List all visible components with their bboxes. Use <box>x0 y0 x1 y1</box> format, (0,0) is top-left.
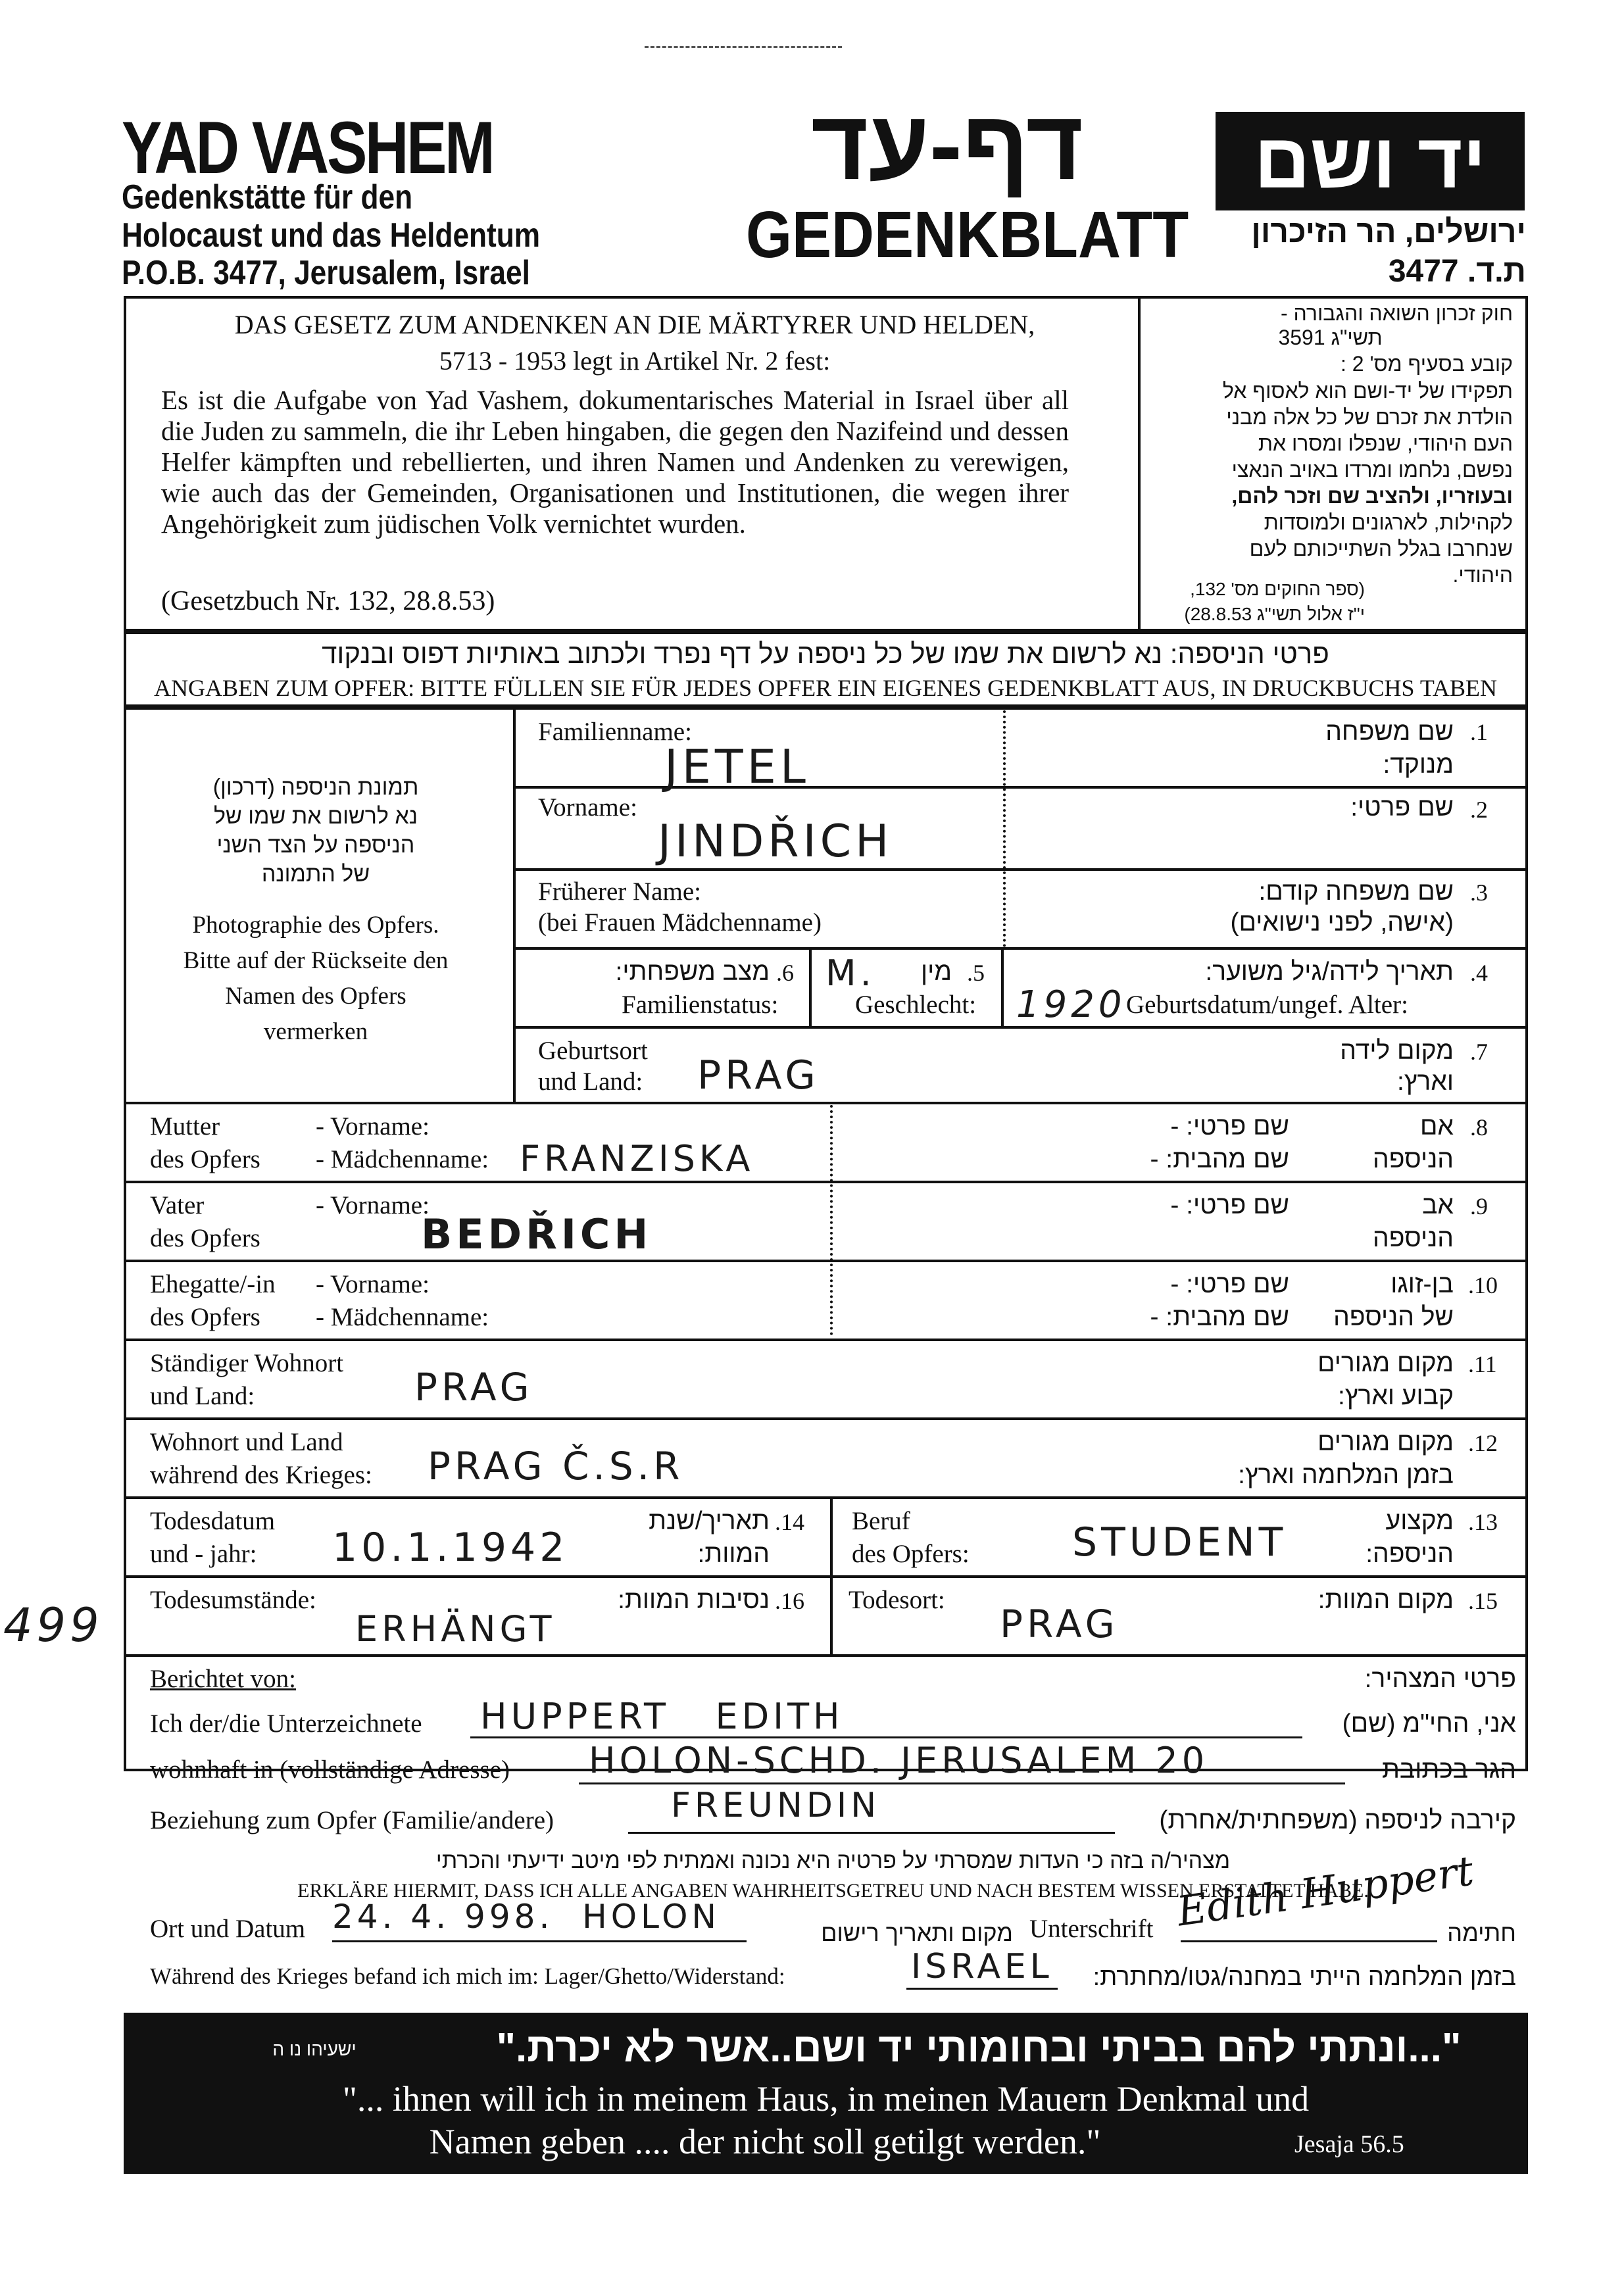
wohnort-value[interactable]: PRAG <box>414 1365 533 1410</box>
f9-hebrew-2: הניספה <box>1373 1224 1454 1252</box>
law-citation: (Gesetzbuch Nr. 132, 28.8.53) <box>161 586 495 616</box>
berichtet-von-hebrew: פרטי המצהיר: <box>1364 1665 1516 1693</box>
f11-hebrew: מקום מגורים <box>1317 1349 1454 1377</box>
margin-note: 499 <box>3 1598 103 1652</box>
vorname-value[interactable]: JINDŘICH <box>658 816 893 868</box>
row-divider <box>124 1181 1528 1183</box>
law-hebrew-line: חוק זכרון השואה והגבורה - <box>1280 301 1513 325</box>
f8-hebrew-2: הניספה <box>1373 1145 1454 1173</box>
law-divider <box>1138 296 1141 631</box>
mutter-label: Mutter <box>150 1112 220 1141</box>
row-divider <box>513 947 1528 950</box>
law-hebrew-line: הולדת את זכרם של כל אלה מבני <box>1226 405 1513 429</box>
f10-hebrew-mid-2: שם מהבית: - <box>1150 1303 1289 1331</box>
f2-number: .2 <box>1470 797 1488 823</box>
geburtsdatum-label: Geburtsdatum/ungef. Alter: <box>1126 991 1408 1019</box>
geburtsort-label: Geburtsort <box>538 1037 648 1065</box>
org-line-1: Gedenkstätte für den <box>122 178 413 216</box>
wohnort-krieg-label: Wohnort und Land <box>150 1428 343 1456</box>
signature-line <box>1181 1940 1437 1942</box>
law-hebrew-line: לקהילות, לארגונים ולמוסדות <box>1264 510 1513 534</box>
row-divider <box>124 1654 1528 1657</box>
instructions-hebrew: פרטי הניספה: נא לרשום את שמו של כל ניספה על דף נפרד ולכתוב באותיות דפוס ובנקוד <box>322 638 1329 669</box>
f3-hebrew-2: (אישה, לפני נישואים) <box>1230 908 1454 937</box>
f8-hebrew: אם <box>1420 1112 1454 1141</box>
org-line-3: P.O.B. 3477, Jerusalem, Israel <box>122 254 530 292</box>
krieg-aufenthalt-hebrew: בזמן המלחמה הייתי במחנה/גטו/מחתרת: <box>1093 1963 1516 1991</box>
f14-hebrew-2: המוות: <box>697 1540 770 1568</box>
doc-title: GEDENKBLATT <box>746 198 1189 272</box>
f13-hebrew: מקצוע <box>1385 1507 1454 1535</box>
row-divider <box>124 1575 1528 1578</box>
beziehung-hebrew: קירבה לניספה (משפחתית/אחרת) <box>1159 1806 1516 1834</box>
law-hebrew-line: ובעוזריו, ולהציב שם וזכר להם, <box>1231 484 1513 508</box>
berichtet-von-label: Berichtet von: <box>150 1665 297 1693</box>
row-divider <box>124 1102 1528 1104</box>
photo-german <box>145 908 487 1050</box>
law-hebrew-line: תשי"ג 3591 <box>1278 326 1383 349</box>
unterschrift-hebrew: חתימה <box>1447 1919 1516 1946</box>
photo-hebrew-line: תמונת הניספה (דרכון) <box>212 775 419 800</box>
vater-vorname-label: - Vorname: <box>316 1191 430 1219</box>
dotted-divider <box>830 1105 833 1335</box>
mutter-label-2: des Opfers <box>150 1145 260 1173</box>
law-body: Es ist die Aufgabe von Yad Vashem, dokumentarisches Material in Israel über all die Juden zu sammeln, die ihr Leben hingaben, die gegen den Nazifeind und dessen Helfer kämpften und rebellierten, und ihren Namen und Andenken zu verewigen, wie auch das der Gemeinden, Organisationen und Institutionen, die wegen ihrer Angehörigkeit zum jüdischen Volk vernichtet wurden. <box>161 385 1069 539</box>
f10-number: .10 <box>1468 1272 1498 1298</box>
footer-hebrew-ref: ישעיהו נו ה <box>272 2039 357 2059</box>
reporter-relation-value[interactable]: FREUNDIN <box>671 1786 881 1825</box>
krieg-aufenthalt-value[interactable]: ISRAEL <box>911 1947 1053 1986</box>
photo-german-line: Photographie des Opfers. <box>192 912 439 939</box>
unterzeichnete-label: Ich der/die Unterzeichnete <box>150 1709 422 1738</box>
law-hebrew-line: נפשם, נלחמו ומרדו באויב הנאצי <box>1231 458 1513 481</box>
f2-hebrew: שם פרטי: <box>1350 793 1454 822</box>
wohnort-krieg-label-2: während des Krieges: <box>150 1461 372 1489</box>
cell-divider <box>1001 947 1004 1026</box>
f5-number: .5 <box>967 960 985 986</box>
logo-text: יד ושם <box>1254 118 1487 205</box>
f1-hebrew-2: מנוקד: <box>1383 750 1454 779</box>
todesumstaende-label: Todesumstände: <box>150 1586 316 1614</box>
vater-value[interactable]: BEDŘICH <box>421 1210 652 1258</box>
photo-hebrew <box>145 773 487 889</box>
row-divider <box>513 868 1528 871</box>
familienname-label: Familienname: <box>538 718 692 746</box>
frueherer-name-label: Früherer Name: <box>538 877 701 906</box>
beruf-label: Beruf <box>852 1507 910 1535</box>
photo-hebrew-line: הניספה על הצד השני <box>216 833 415 858</box>
law-hebrew-cite-1: (ספר החוקים מס' 132, <box>1190 579 1365 599</box>
f13-hebrew-2: הניספה: <box>1366 1540 1454 1568</box>
frueherer-name-label-2: (bei Frauen Mädchenname) <box>538 908 822 937</box>
beziehung-label: Beziehung zum Opfer (Familie/andere) <box>150 1806 554 1834</box>
f1-number: .1 <box>1470 719 1488 745</box>
familienname-value[interactable]: JETEL <box>664 740 810 794</box>
ehegatte-label-2: des Opfers <box>150 1303 260 1331</box>
f11-number: .11 <box>1468 1351 1497 1377</box>
f6-hebrew: מצב משפחתי: <box>615 958 770 986</box>
geburtsort-label-2: und Land: <box>538 1068 643 1096</box>
footer-banner <box>124 2013 1528 2174</box>
row-divider <box>124 1496 1528 1499</box>
hebrew-address-line-1: ירושלים, הר הזיכרון <box>1251 214 1526 249</box>
relation-line <box>628 1832 1115 1834</box>
f15-number: .15 <box>1468 1588 1498 1614</box>
geschlecht-value[interactable]: M. <box>825 952 875 994</box>
f14-number: .14 <box>775 1509 804 1535</box>
photo-hebrew-line: של התמונה <box>261 862 370 887</box>
declaration: ERKLÄRE HIERMIT, DASS ICH ALLE ANGABEN WAHRHEITSGETREU UND NACH BESTEM WISSEN ERSTATTET HABE. <box>297 1880 1369 1902</box>
f10-hebrew-2: של הניספה <box>1333 1303 1454 1331</box>
f8-hebrew-mid-2: שם מהבית: - <box>1150 1145 1289 1173</box>
beruf-label-2: des Opfers: <box>852 1540 970 1568</box>
law-hebrew-line: קובע בסעיף מס' 2 : <box>1341 352 1513 376</box>
law-hebrew-cite-2: י"ז אלול תשי"ג 28.8.53) <box>1184 604 1365 624</box>
yad-vashem-logo <box>1216 112 1525 210</box>
mutter-vorname-label: - Vorname: <box>316 1112 430 1141</box>
row-divider <box>124 1417 1528 1420</box>
photo-divider <box>513 707 516 1102</box>
cell-divider <box>830 1496 833 1654</box>
unterschrift-label: Unterschrift <box>1029 1915 1154 1943</box>
photo-german-line: Namen des Opfers <box>225 983 406 1010</box>
f4-number: .4 <box>1470 960 1488 986</box>
f10-hebrew-mid-1: שם פרטי: - <box>1170 1270 1289 1298</box>
mutter-maedchenname-label: - Mädchenname: <box>316 1145 489 1173</box>
dotted-divider <box>1003 710 1006 947</box>
photo-hebrew-line: נא לרשום את שמו של <box>214 804 418 829</box>
law-hebrew <box>1148 301 1513 588</box>
top-marks <box>645 46 842 50</box>
wohnort-label-2: und Land: <box>150 1382 255 1410</box>
krieg-aufenthalt-label: Während des Krieges befand ich mich im: Lager/Ghetto/Widerstand: <box>150 1963 785 1989</box>
adresse-hebrew: הגר בכתובת <box>1381 1756 1516 1784</box>
todesdatum-label-2: und - jahr: <box>150 1540 257 1568</box>
doc-title-hebrew: דף-עד <box>810 89 1084 200</box>
row-divider <box>513 1026 1528 1029</box>
footer-german-ref: Jesaja 56.5 <box>1294 2130 1404 2158</box>
geschlecht-label: Geschlecht: <box>855 991 977 1019</box>
f4-hebrew: תאריך לידה/גיל משוער: <box>1205 958 1454 986</box>
ort-datum-label: Ort und Datum <box>150 1915 306 1943</box>
f8-hebrew-mid-1: שם פרטי: - <box>1170 1112 1289 1141</box>
mutter-value[interactable]: FRANZISKA <box>520 1138 754 1179</box>
f11-hebrew-2: קבוע וארץ: <box>1338 1382 1454 1410</box>
wohnort-label: Ständiger Wohnort <box>150 1349 344 1377</box>
instructions-german: ANGABEN ZUM OPFER: BITTE FÜLLEN SIE FÜR JEDES OPFER EIN EIGENES GEDENKBLATT AUS, IN DRUCKBUCHS TABEN <box>154 675 1497 701</box>
geburtsdatum-value[interactable]: 1920 <box>1016 983 1126 1026</box>
f9-number: .9 <box>1470 1193 1488 1219</box>
todesdatum-label: Todesdatum <box>150 1507 276 1535</box>
todesort-value[interactable]: PRAG <box>1000 1602 1119 1646</box>
ort-datum-value[interactable]: 24. 4. 998. HOLON <box>332 1898 720 1936</box>
f14-hebrew: תאריך/שנת <box>649 1507 770 1535</box>
f12-hebrew: מקום מגורים <box>1317 1428 1454 1456</box>
reporter-address-value[interactable]: HOLON-SCHD. JERUSALEM 20 <box>589 1740 1209 1781</box>
signature[interactable]: Edith Huppert <box>1173 1846 1477 1936</box>
f3-number: .3 <box>1470 879 1488 906</box>
law-title-1: DAS GESETZ ZUM ANDENKEN AN DIE MÄRTYRER UND HELDEN, <box>234 310 1035 339</box>
declaration-hebrew: מצהיר/ה בזה כי העדות שמסרתי על פרטיה היא נכונה ואמתית לפי מיטב ידיעתי והכרתי <box>435 1848 1231 1873</box>
f9-hebrew-mid-1: שם פרטי: - <box>1170 1191 1289 1219</box>
adresse-label: wohnhaft in (vollständige Adresse) <box>150 1756 510 1784</box>
wohnort-krieg-value[interactable]: PRAG Č.S.R <box>428 1444 684 1488</box>
vater-label: Vater <box>150 1191 205 1219</box>
unterzeichnete-hebrew: אני, החי"מ (שם) <box>1342 1709 1516 1738</box>
row-divider <box>124 1339 1528 1341</box>
f9-hebrew: אב <box>1422 1191 1454 1219</box>
f6-number: .6 <box>776 960 794 986</box>
f5-hebrew: מין <box>921 958 952 986</box>
cell-divider <box>809 947 812 1026</box>
law-hebrew-line: היהודי. <box>1452 563 1513 587</box>
f12-number: .12 <box>1468 1430 1498 1456</box>
f7-hebrew: מקום לידה <box>1340 1037 1454 1065</box>
row-divider <box>124 1260 1528 1262</box>
f15-hebrew: מקום המוות: <box>1317 1586 1454 1614</box>
org-name: YAD VASHEM <box>122 107 493 189</box>
todesumstaende-value[interactable]: ERHÄNGT <box>355 1608 556 1650</box>
war-line <box>906 1988 1058 1990</box>
org-line-2: Holocaust und das Heldentum <box>122 216 541 255</box>
reporter-name-value[interactable]: HUPPERT EDITH <box>480 1696 844 1737</box>
f16-number: .16 <box>775 1588 804 1614</box>
place-line <box>332 1940 747 1942</box>
law-hebrew-line: שנחרבו בגלל השתייכותם לעם <box>1249 537 1513 560</box>
ort-datum-hebrew: מקום ותאריך רישום <box>821 1919 1013 1946</box>
ehegatte-label: Ehegatte/-in <box>150 1270 276 1298</box>
ehegatte-maedchenname-label: - Mädchenname: <box>316 1303 489 1331</box>
vater-label-2: des Opfers <box>150 1224 260 1252</box>
f12-hebrew-2: בזמן המלחמה וארץ: <box>1238 1461 1454 1489</box>
footer-german-line-1: "... ihnen will ich in meinem Haus, in meinen Mauern Denkmal und <box>342 2079 1310 2119</box>
todesort-label: Todesort: <box>849 1586 945 1614</box>
f7-number: .7 <box>1470 1039 1488 1065</box>
law-hebrew-line: העם היהודי, שנפלו ומסרו את <box>1258 431 1513 455</box>
familienstatus-label: Familienstatus: <box>622 991 779 1019</box>
ehegatte-vorname-label: - Vorname: <box>316 1270 430 1298</box>
f10-hebrew: בן-זוגו <box>1390 1270 1454 1298</box>
vorname-label: Vorname: <box>538 793 637 822</box>
address-line <box>579 1782 1345 1784</box>
f1-hebrew: שם משפחה <box>1325 718 1454 746</box>
photo-german-line: vermerken <box>263 1018 368 1045</box>
photo-german-line: Bitte auf der Rückseite den <box>183 947 449 974</box>
footer-german-line-2: Namen geben .... der nicht soll getilgt werden." <box>429 2122 1101 2161</box>
f7-hebrew-2: וארץ: <box>1397 1068 1454 1096</box>
f13-number: .13 <box>1468 1509 1498 1535</box>
f16-hebrew: נסיבות המוות: <box>618 1586 770 1614</box>
law-hebrew-line: תפקידו של יד-ושם הוא לאסוף אל <box>1222 379 1513 403</box>
geburtsort-value[interactable]: PRAG <box>697 1052 820 1098</box>
f3-hebrew: שם משפחה קודם: <box>1258 877 1454 906</box>
hebrew-address-line-2: ת.ד. 3477 <box>1388 254 1526 289</box>
beruf-value[interactable]: STUDENT <box>1072 1519 1287 1565</box>
f8-number: .8 <box>1470 1114 1488 1141</box>
todesdatum-value[interactable]: 10.1.1942 <box>332 1525 569 1571</box>
law-title-2: 5713 - 1953 legt in Artikel Nr. 2 fest: <box>439 346 831 376</box>
footer-hebrew-quote: "...ונתתי להם בביתי ובחומותי יד ושם..אשר לא יכרת." <box>496 2025 1462 2071</box>
